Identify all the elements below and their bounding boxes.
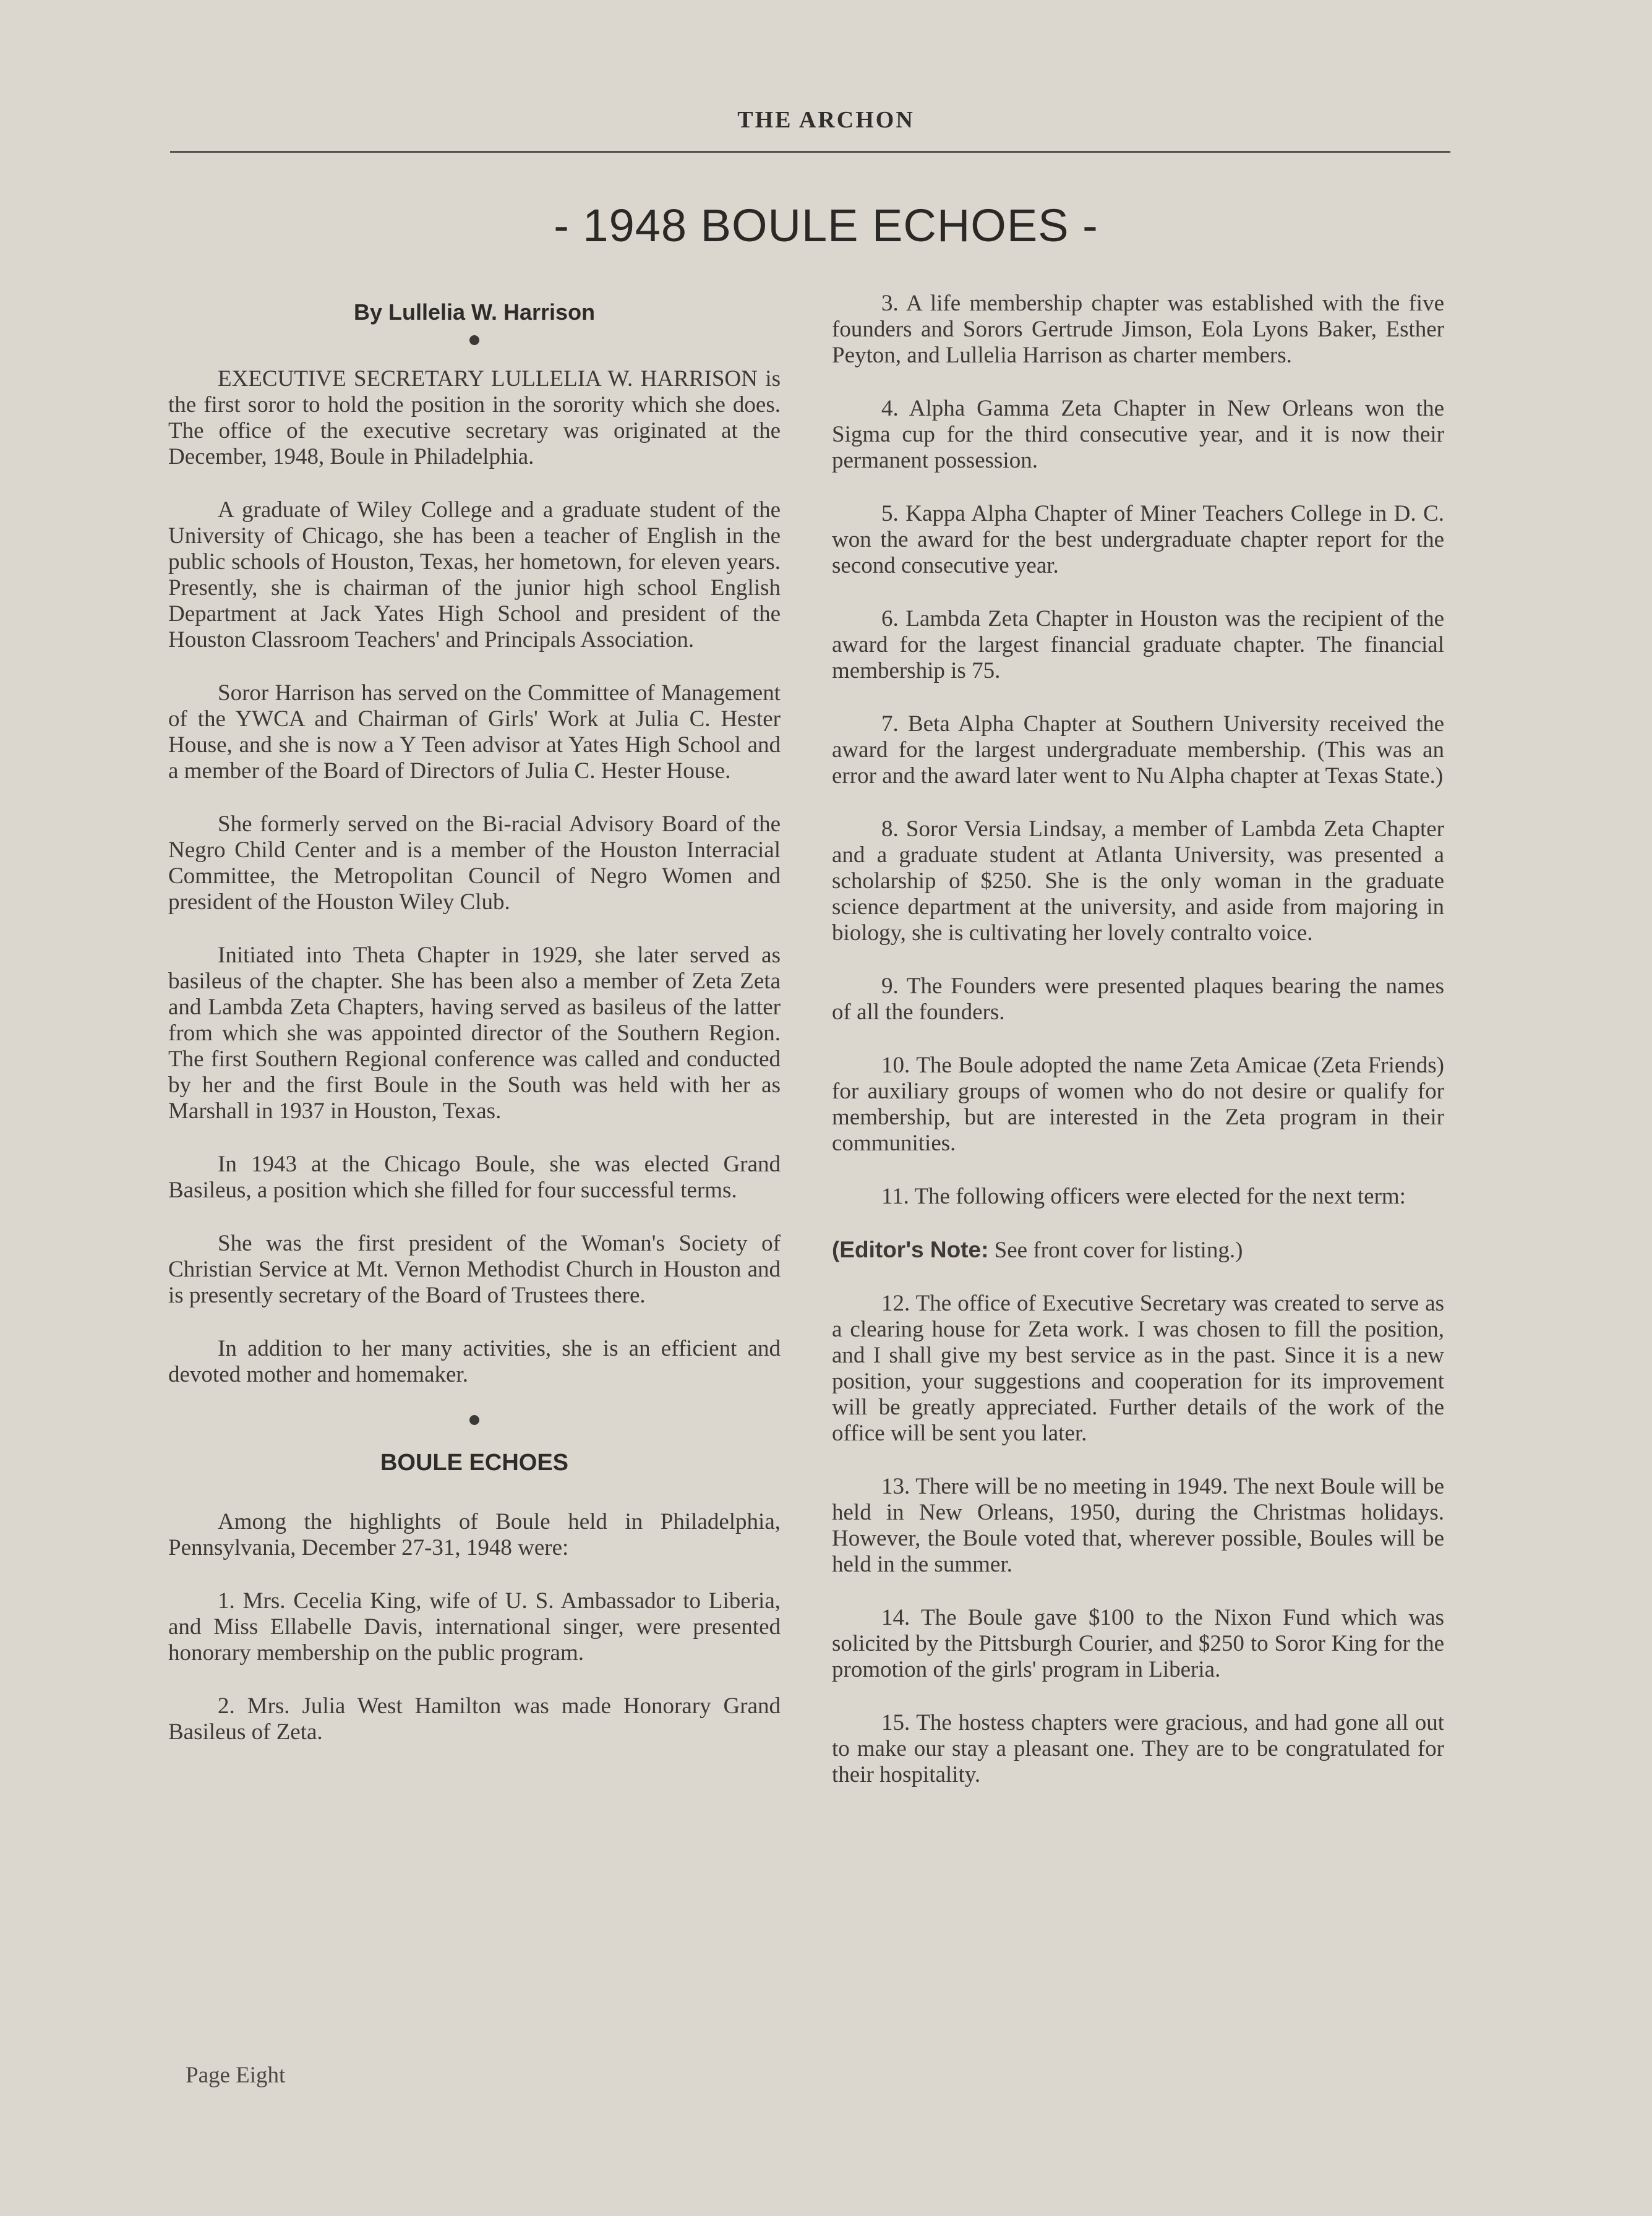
list-item: 14. The Boule gave $100 to the Nixon Fund which was solicited by the Pittsburgh Courier, and $250 to Soror King for the promotion of the girls' program in Liberia. [832, 1605, 1444, 1682]
byline: By Lullelia W. Harrison [353, 299, 596, 325]
section-heading: BOULE ECHOES [380, 1450, 569, 1476]
right-column [832, 291, 1444, 1815]
paragraph: Among the highlights of Boule held in Philadelphia, Pennsylvania, December 27-31, 1948 were: [168, 1509, 781, 1560]
list-item: 7. Beta Alpha Chapter at Southern University received the award for the largest undergraduate membership. (This was an error and the award later went to Nu Alpha chapter at Texas State.) [832, 711, 1444, 789]
list-item: 10. The Boule adopted the name Zeta Amicae (Zeta Friends) for auxiliary groups of women who do not desire or qualify for membership, but are interested in the Zeta program in their communities. [832, 1053, 1444, 1156]
list-item: 1. Mrs. Cecelia King, wife of U. S. Ambassador to Liberia, and Miss Ellabelle Davis, international singer, were presented honorary membership on the public program. [168, 1588, 781, 1666]
paragraph: EXECUTIVE SECRETARY LULLELIA W. HARRISON is the first soror to hold the position in the sorority which she does. The office of the executive secretary was originated at the December, 1948, Boule in Philadelphia. [168, 366, 781, 469]
editor-note-text: See front cover for listing.) [988, 1238, 1243, 1263]
list-item: 2. Mrs. Julia West Hamilton was made Honorary Grand Basileus of Zeta. [168, 1693, 781, 1745]
list-item: 6. Lambda Zeta Chapter in Houston was the recipient of the award for the largest financial graduate chapter. The financial membership is 75. [832, 606, 1444, 683]
editor-note-label: (Editor's Note: [832, 1237, 989, 1262]
list-item: 11. The following officers were elected for the next term: [881, 1184, 1406, 1209]
running-head: THE ARCHON [737, 107, 915, 133]
bullet-ornament [469, 1415, 479, 1425]
list-item: 4. Alpha Gamma Zeta Chapter in New Orleans won the Sigma cup for the third consecutive year, and it is now their permanent possession. [832, 396, 1444, 473]
paragraph: A graduate of Wiley College and a graduate student of the University of Chicago, she has been a teacher of English in the public schools of Houston, Texas, her hometown, for eleven years. Presently, she is chairman of the junior high school English Department at Jack Yates High School and president of the Houston Classroom Teachers' and Principals Association. [168, 497, 781, 652]
header-rule [170, 151, 1450, 153]
list-item: 5. Kappa Alpha Chapter of Miner Teachers College in D. C. won the award for the best undergraduate chapter report for the second consecutive year. [832, 501, 1444, 578]
editor-note [832, 1237, 1444, 1264]
paragraph: She was the first president of the Woman's Society of Christian Service at Mt. Vernon Methodist Church in Houston and is presently secretary of the Board of Trustees there. [168, 1231, 781, 1308]
list-item: 8. Soror Versia Lindsay, a member of Lambda Zeta Chapter and a graduate student at Atlanta University, was presented a scholarship of $250. She is the only woman in the graduate science department at the university, and aside from majoring in biology, she is cultivating her lovely contralto voice. [832, 816, 1444, 946]
list-item: 3. A life membership chapter was established with the five founders and Sorors Gertrude Jimson, Eola Lyons Baker, Esther Peyton, and Lullelia Harrison as charter members. [832, 291, 1444, 368]
paragraph: In addition to her many activities, she is an efficient and devoted mother and homemaker. [168, 1336, 781, 1387]
article-title: - 1948 BOULE ECHOES - [554, 200, 1098, 251]
paragraph: Initiated into Theta Chapter in 1929, she later served as basileus of the chapter. She has been also a member of Zeta Zeta and Lambda Zeta Chapters, having served as basileus of the latter from which she was appointed director of the Southern Region. The first Southern Regional conference was called and conducted by her and the first Boule in the South was held with her as Marshall in 1937 in Houston, Texas. [168, 943, 781, 1124]
list-item: 9. The Founders were presented plaques bearing the names of all the founders. [832, 973, 1444, 1025]
page-number: Page Eight [186, 2063, 286, 2088]
list-item: 13. There will be no meeting in 1949. The next Boule will be held in New Orleans, 1950, during the Christmas holidays. However, the Boule voted that, wherever possible, Boules will be held in the summer. [832, 1474, 1444, 1577]
left-column [168, 291, 781, 1773]
paragraph: Soror Harrison has served on the Committee of Management of the YWCA and Chairman of Girls' Work at Julia C. Hester House, and she is now a Y Teen advisor at Yates High School and a member of the Board of Directors of Julia C. Hester House. [168, 680, 781, 784]
list-item: 12. The office of Executive Secretary was created to serve as a clearing house for Zeta work. I was chosen to fill the position, and I shall give my best service as in the past. Since it is a new position, your suggestions and cooperation for its improvement will be greatly appreciated. Further details of the work of the office will be sent you later. [832, 1291, 1444, 1446]
bullet-ornament [469, 335, 479, 345]
paragraph: She formerly served on the Bi-racial Advisory Board of the Negro Child Center and is a member of the Houston Interracial Committee, the Metropolitan Council of Negro Women and president of the Houston Wiley Club. [168, 811, 781, 915]
paragraph: In 1943 at the Chicago Boule, she was elected Grand Basileus, a position which she filled for four successful terms. [168, 1152, 781, 1203]
list-item: 15. The hostess chapters were gracious, and had gone all out to make our stay a pleasant one. They are to be congratulated for their hospitality. [832, 1710, 1444, 1787]
